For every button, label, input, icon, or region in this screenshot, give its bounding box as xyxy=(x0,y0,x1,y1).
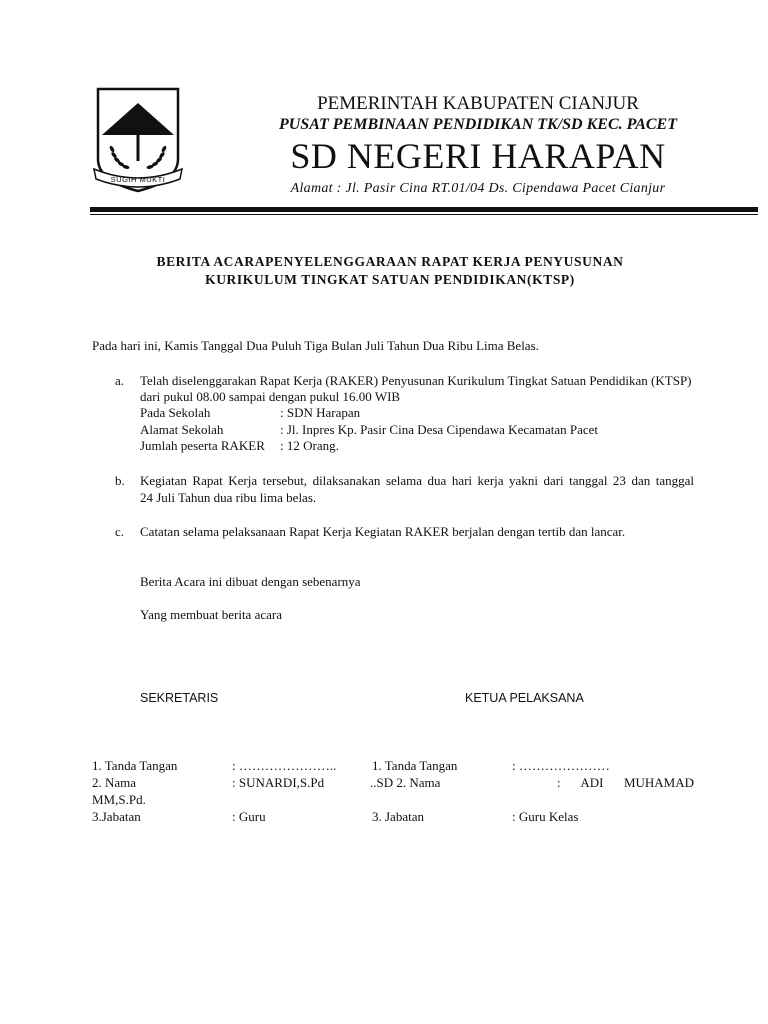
closing-statement: Berita Acara ini dibuat dengan sebenarnya xyxy=(140,574,361,589)
school-address: Alamat : Jl. Pasir Cina RT.01/04 Ds. Cipendawa Pacet Cianjur xyxy=(290,181,666,196)
signature-field-value: : ADI MUHAMAD xyxy=(557,775,694,790)
signature-field-label: 1. Tanda Tangan xyxy=(92,758,178,773)
item-a-marker: a. xyxy=(115,373,125,388)
signature-field-value: : Guru xyxy=(232,809,266,824)
document-title-line-2: KURIKULUM TINGKAT SATUAN PENDIDIKAN(KTSP) xyxy=(205,272,575,287)
document-title-line-1: BERITA ACARAPENYELENGGARAAN RAPAT KERJA PENYUSUNAN xyxy=(156,254,624,269)
item-b-marker: b. xyxy=(115,473,125,488)
item-a-row-label: Alamat Sekolah xyxy=(140,422,224,437)
letterhead-divider xyxy=(90,207,758,212)
item-a-row-label: Pada Sekolah xyxy=(140,405,211,420)
agency-heading: PUSAT PEMBINAAN PENDIDIKAN TK/SD KEC. PACET xyxy=(278,116,677,133)
item-b-line-1: Kegiatan Rapat Kerja tersebut, dilaksanakan selama dua hari kerja yakni dari tanggal 23 dan tanggal xyxy=(140,473,694,488)
item-a-line-1: Telah diselenggarakan Rapat Kerja (RAKER) Penyusunan Kurikulum Tingkat Satuan Pendidikan (KTSP) xyxy=(140,373,692,388)
signature-field-value: : ………………….. xyxy=(232,758,337,773)
signature-field-label: 2. Nama xyxy=(92,775,137,790)
signature-name-continuation: MM,S.Pd. xyxy=(92,792,146,807)
signature-field-label: 3.Jabatan xyxy=(92,809,141,824)
regency-emblem-logo xyxy=(92,87,184,193)
item-a-row-value: : SDN Harapan xyxy=(280,405,361,420)
signature-field-label: ..SD 2. Nama xyxy=(370,775,441,790)
letterhead-divider-thin xyxy=(90,214,758,215)
item-c-line-1: Catatan selama pelaksanaan Rapat Kerja Kegiatan RAKER berjalan dengan tertib dan lancar. xyxy=(140,524,626,539)
chairman-role: KETUA PELAKSANA xyxy=(465,691,584,705)
item-c-marker: c. xyxy=(115,524,125,539)
signature-field-label: 3. Jabatan xyxy=(372,809,424,824)
item-b-line-2: 24 Juli Tahun dua ribu lima belas. xyxy=(140,490,317,505)
signature-field-value: : Guru Kelas xyxy=(512,809,579,824)
school-name: SD NEGERI HARAPAN xyxy=(290,136,666,176)
item-a-row-value: : 12 Orang. xyxy=(280,438,339,453)
item-a-row-label: Jumlah peserta RAKER xyxy=(140,438,265,453)
signature-field-value: : SUNARDI,S.Pd xyxy=(232,775,325,790)
intro-paragraph: Pada hari ini, Kamis Tanggal Dua Puluh Tiga Bulan Juli Tahun Dua Ribu Lima Belas. xyxy=(92,338,539,353)
signature-field-label: 1. Tanda Tangan xyxy=(372,758,458,773)
item-a-row-value: : Jl. Inpres Kp. Pasir Cina Desa Cipendawa Kecamatan Pacet xyxy=(280,422,599,437)
signature-field-value: : ………………… xyxy=(512,758,610,773)
closing-author-line: Yang membuat berita acara xyxy=(140,607,282,622)
secretary-role: SEKRETARIS xyxy=(140,691,219,705)
government-heading: PEMERINTAH KABUPATEN CIANJUR xyxy=(317,93,639,114)
logo-ribbon-text: SUGIH MUKTI xyxy=(110,175,166,184)
item-a-line-2: dari pukul 08.00 sampai dengan pukul 16.00 WIB xyxy=(140,389,401,404)
